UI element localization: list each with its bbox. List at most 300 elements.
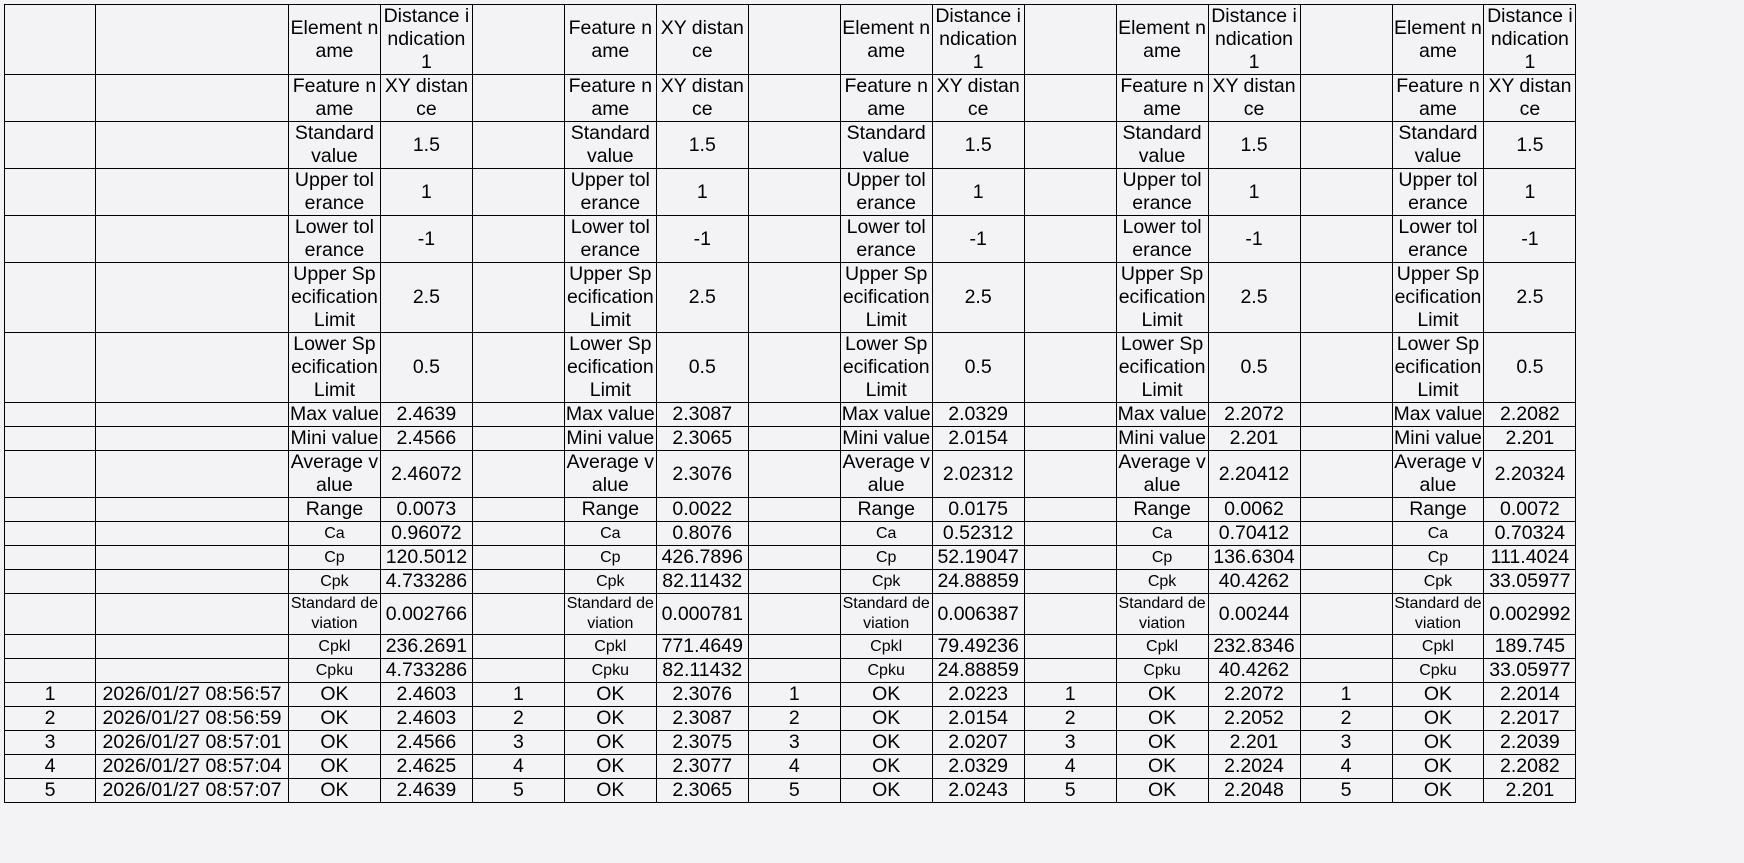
stat-value-cell[interactable]: -1 [932, 216, 1024, 263]
empty-cell[interactable] [472, 546, 564, 570]
stat-label-cell[interactable]: Element name [1392, 5, 1484, 75]
empty-cell[interactable] [96, 451, 289, 498]
stat-label-cell[interactable]: Standard value [289, 122, 381, 169]
empty-cell[interactable] [1024, 333, 1116, 403]
result-status-cell[interactable]: OK [564, 779, 656, 803]
stat-label-cell[interactable]: Upper Specification Limit [289, 263, 381, 333]
stat-label-cell[interactable]: Cp [1392, 546, 1484, 570]
empty-cell[interactable] [96, 594, 289, 635]
stat-label-cell[interactable]: Feature name [1116, 75, 1208, 122]
empty-cell[interactable] [1024, 546, 1116, 570]
stat-label-cell[interactable]: Max value [1393, 403, 1483, 425]
stat-label-cell[interactable]: Max value [565, 403, 655, 425]
stat-label-cell[interactable]: Lower tolerance [289, 216, 381, 263]
measured-value-cell[interactable]: 2.0243 [932, 779, 1024, 803]
stat-label-cell[interactable]: Ca [289, 522, 381, 546]
stat-label-cell[interactable]: Mini value [1392, 427, 1484, 451]
empty-cell[interactable] [748, 522, 840, 546]
measured-value-cell[interactable]: 2.2039 [1484, 731, 1576, 755]
stat-value-cell[interactable]: Distance indication 1 [1208, 5, 1300, 75]
stat-value-cell[interactable]: 1.5 [1208, 122, 1300, 169]
result-status-cell[interactable]: OK [840, 707, 932, 731]
stat-value-cell[interactable]: 1.5 [380, 122, 472, 169]
stat-value-cell[interactable]: 2.3076 [656, 451, 748, 498]
stat-value-cell[interactable]: 0.70412 [1208, 522, 1300, 546]
stat-value-cell[interactable]: XY distance [656, 5, 748, 75]
measured-value-cell[interactable]: 2.0207 [932, 731, 1024, 755]
row-number-cell[interactable]: 2 [1300, 707, 1392, 731]
row-number-cell[interactable]: 1 [1300, 683, 1392, 707]
row-number-cell[interactable]: 4 [5, 755, 96, 779]
result-status-cell[interactable]: OK [289, 779, 381, 803]
stat-value-cell[interactable]: 4.733286 [380, 570, 472, 594]
measured-value-cell[interactable]: 2.4603 [380, 683, 472, 707]
stat-value-cell[interactable]: 40.4262 [1208, 570, 1300, 594]
stat-value-cell[interactable]: 2.4566 [380, 427, 472, 451]
result-status-cell[interactable]: OK [1392, 707, 1484, 731]
stat-label-cell[interactable]: Mini value [564, 427, 656, 451]
row-number-cell[interactable]: 2 [748, 707, 840, 731]
empty-cell[interactable] [5, 333, 96, 403]
empty-cell[interactable] [5, 216, 96, 263]
empty-cell[interactable] [1300, 75, 1392, 122]
stat-label-cell[interactable]: Ca [840, 522, 932, 546]
stat-label-cell[interactable]: Upper Specification Limit [1392, 263, 1484, 333]
empty-cell[interactable] [96, 498, 289, 522]
empty-cell[interactable] [472, 498, 564, 522]
result-status-cell[interactable]: OK [1116, 707, 1208, 731]
timestamp-cell[interactable]: 2026/01/27 08:57:04 [96, 755, 289, 779]
stat-label-cell[interactable]: Standard deviation [840, 594, 932, 635]
stat-label-cell[interactable]: Upper tolerance [840, 169, 932, 216]
stat-label-cell[interactable]: Average value [1116, 451, 1208, 498]
stat-label-cell[interactable]: Cpku [564, 659, 656, 683]
stat-value-cell[interactable]: 79.49236 [932, 635, 1024, 659]
measured-value-cell[interactable]: 2.2024 [1208, 755, 1300, 779]
empty-cell[interactable] [748, 570, 840, 594]
measured-value-cell[interactable]: 2.4603 [380, 707, 472, 731]
stat-label-cell[interactable]: Element name [840, 5, 932, 75]
measured-value-cell[interactable]: 2.2082 [1484, 755, 1576, 779]
stat-value-cell[interactable]: XY distance [380, 75, 472, 122]
empty-cell[interactable] [1300, 216, 1392, 263]
empty-cell[interactable] [1024, 5, 1116, 75]
stat-label-cell[interactable]: Standard value [1116, 122, 1208, 169]
timestamp-cell[interactable]: 2026/01/27 08:56:57 [96, 683, 289, 707]
stat-label-cell[interactable]: Standard value [1392, 122, 1484, 169]
measured-value-cell[interactable]: 2.3065 [656, 779, 748, 803]
row-number-cell[interactable]: 2 [5, 707, 96, 731]
measured-value-cell[interactable]: 2.4625 [380, 755, 472, 779]
empty-cell[interactable] [1300, 546, 1392, 570]
stat-value-cell[interactable]: 24.88859 [932, 570, 1024, 594]
stat-value-cell[interactable]: 24.88859 [932, 659, 1024, 683]
stat-label-cell[interactable]: Range [1116, 498, 1208, 522]
row-number-cell[interactable]: 4 [472, 755, 564, 779]
row-number-cell[interactable]: 5 [5, 779, 96, 803]
empty-cell[interactable] [96, 659, 289, 683]
stat-value-cell[interactable]: XY distance [1208, 75, 1300, 122]
stat-label-cell[interactable]: Cp [1116, 546, 1208, 570]
stat-value-cell[interactable]: 0.002992 [1484, 594, 1576, 635]
stat-label-cell[interactable]: Cpk [564, 570, 656, 594]
row-number-cell[interactable]: 5 [1024, 779, 1116, 803]
row-number-cell[interactable]: 1 [1024, 683, 1116, 707]
empty-cell[interactable] [1300, 169, 1392, 216]
empty-cell[interactable] [5, 570, 96, 594]
result-status-cell[interactable]: OK [840, 755, 932, 779]
stat-label-cell[interactable]: Cpkl [289, 635, 381, 659]
empty-cell[interactable] [5, 594, 96, 635]
empty-cell[interactable] [5, 546, 96, 570]
stat-value-cell[interactable]: 2.20412 [1208, 451, 1300, 498]
stat-value-cell[interactable]: 771.4649 [656, 635, 748, 659]
stat-value-cell[interactable]: 2.4639 [380, 403, 472, 427]
stat-value-cell[interactable]: 33.05977 [1484, 570, 1576, 594]
empty-cell[interactable] [1024, 75, 1116, 122]
stat-value-cell[interactable]: 0.5 [1208, 333, 1300, 403]
result-status-cell[interactable]: OK [564, 707, 656, 731]
stat-value-cell[interactable]: 0.8076 [656, 522, 748, 546]
stat-value-cell[interactable]: 0.96072 [380, 522, 472, 546]
measured-value-cell[interactable]: 2.0223 [932, 683, 1024, 707]
empty-cell[interactable] [5, 427, 96, 451]
stat-label-cell[interactable]: Mini value [1116, 427, 1208, 451]
row-number-cell[interactable]: 3 [1300, 731, 1392, 755]
stat-label-cell[interactable]: Average value [564, 451, 656, 498]
stat-label-cell[interactable]: Lower Specification Limit [840, 333, 932, 403]
stat-label-cell[interactable]: Average value [840, 451, 932, 498]
stat-value-cell[interactable]: 2.2082 [1484, 403, 1576, 427]
empty-cell[interactable] [5, 498, 96, 522]
row-number-cell[interactable]: 2 [472, 707, 564, 731]
measured-value-cell[interactable]: 2.2052 [1208, 707, 1300, 731]
result-status-cell[interactable]: OK [1116, 683, 1208, 707]
empty-cell[interactable] [96, 546, 289, 570]
stat-value-cell[interactable]: 40.4262 [1208, 659, 1300, 683]
stat-value-cell[interactable]: Distance indication 1 [1484, 5, 1576, 75]
empty-cell[interactable] [748, 546, 840, 570]
measured-value-cell[interactable]: 2.2014 [1484, 683, 1576, 707]
stat-value-cell[interactable]: 0.0175 [932, 498, 1024, 522]
row-number-cell[interactable]: 5 [1300, 779, 1392, 803]
empty-cell[interactable] [1300, 635, 1392, 659]
stat-value-cell[interactable]: 2.3065 [656, 427, 748, 451]
empty-cell[interactable] [472, 522, 564, 546]
empty-cell[interactable] [472, 403, 564, 427]
stat-label-cell[interactable]: Range [289, 498, 381, 522]
result-status-cell[interactable]: OK [289, 731, 381, 755]
empty-cell[interactable] [96, 122, 289, 169]
stat-label-cell[interactable]: Feature name [564, 75, 656, 122]
stat-value-cell[interactable]: 82.11432 [656, 659, 748, 683]
stat-label-cell[interactable]: Lower tolerance [564, 216, 656, 263]
stat-label-cell[interactable]: Range [1392, 498, 1484, 522]
row-number-cell[interactable]: 1 [472, 683, 564, 707]
stat-value-cell[interactable]: 0.52312 [932, 522, 1024, 546]
stat-value-cell[interactable]: -1 [380, 216, 472, 263]
stat-value-cell[interactable]: 2.5 [656, 263, 748, 333]
stat-label-cell[interactable]: Range [840, 498, 932, 522]
empty-cell[interactable] [748, 169, 840, 216]
stat-label-cell[interactable]: Standard value [840, 122, 932, 169]
empty-cell[interactable] [748, 659, 840, 683]
empty-cell[interactable] [5, 75, 96, 122]
measured-value-cell[interactable]: 2.3076 [656, 683, 748, 707]
result-status-cell[interactable]: OK [1392, 779, 1484, 803]
measured-value-cell[interactable]: 2.0329 [932, 755, 1024, 779]
stat-label-cell[interactable]: Mini value [840, 427, 932, 451]
stat-value-cell[interactable]: 2.0154 [932, 427, 1024, 451]
stat-value-cell[interactable]: 0.5 [932, 333, 1024, 403]
stat-label-cell[interactable]: Feature name [289, 75, 381, 122]
empty-cell[interactable] [748, 451, 840, 498]
empty-cell[interactable] [5, 169, 96, 216]
empty-cell[interactable] [472, 659, 564, 683]
stat-label-cell[interactable]: Cpkl [1116, 635, 1208, 659]
result-status-cell[interactable]: OK [1392, 683, 1484, 707]
empty-cell[interactable] [5, 122, 96, 169]
stat-label-cell[interactable]: Lower tolerance [1116, 216, 1208, 263]
empty-cell[interactable] [472, 635, 564, 659]
stat-label-cell[interactable]: Cp [564, 546, 656, 570]
empty-cell[interactable] [748, 216, 840, 263]
result-status-cell[interactable]: OK [289, 755, 381, 779]
stat-value-cell[interactable]: 1.5 [932, 122, 1024, 169]
result-status-cell[interactable]: OK [1116, 731, 1208, 755]
measured-value-cell[interactable]: 2.2048 [1208, 779, 1300, 803]
empty-cell[interactable] [1024, 169, 1116, 216]
stat-value-cell[interactable]: Distance indication 1 [380, 5, 472, 75]
stat-value-cell[interactable]: 2.3087 [656, 403, 748, 427]
empty-cell[interactable] [96, 5, 289, 75]
stat-label-cell[interactable]: Average value [289, 451, 381, 498]
result-status-cell[interactable]: OK [564, 683, 656, 707]
stat-label-cell[interactable]: Max value [290, 403, 379, 425]
result-status-cell[interactable]: OK [289, 707, 381, 731]
row-number-cell[interactable]: 5 [472, 779, 564, 803]
stat-value-cell[interactable]: 236.2691 [380, 635, 472, 659]
stat-label-cell[interactable]: Upper tolerance [1116, 169, 1208, 216]
stat-value-cell[interactable]: 1 [656, 169, 748, 216]
stat-value-cell[interactable]: 0.70324 [1484, 522, 1576, 546]
stat-value-cell[interactable]: XY distance [656, 75, 748, 122]
empty-cell[interactable] [1300, 570, 1392, 594]
empty-cell[interactable] [1024, 216, 1116, 263]
stat-label-cell[interactable]: Lower Specification Limit [1116, 333, 1208, 403]
empty-cell[interactable] [1300, 498, 1392, 522]
stat-value-cell[interactable]: 2.02312 [932, 451, 1024, 498]
stat-value-cell[interactable]: 2.0329 [932, 403, 1024, 427]
empty-cell[interactable] [96, 403, 289, 427]
stat-value-cell[interactable]: XY distance [932, 75, 1024, 122]
stat-label-cell[interactable]: Ca [564, 522, 656, 546]
empty-cell[interactable] [472, 263, 564, 333]
empty-cell[interactable] [748, 122, 840, 169]
measured-value-cell[interactable]: 2.201 [1208, 731, 1300, 755]
result-status-cell[interactable]: OK [1392, 731, 1484, 755]
stat-label-cell[interactable]: Cpk [1116, 570, 1208, 594]
stat-label-cell[interactable]: Average value [1392, 451, 1484, 498]
row-number-cell[interactable]: 4 [748, 755, 840, 779]
empty-cell[interactable] [1024, 403, 1116, 427]
stat-value-cell[interactable]: XY distance [1484, 75, 1576, 122]
stat-value-cell[interactable]: 2.201 [1208, 427, 1300, 451]
row-number-cell[interactable]: 4 [1300, 755, 1392, 779]
empty-cell[interactable] [1300, 5, 1392, 75]
empty-cell[interactable] [96, 263, 289, 333]
stat-label-cell[interactable]: Standard deviation [1392, 594, 1484, 635]
row-number-cell[interactable]: 3 [1024, 731, 1116, 755]
empty-cell[interactable] [1024, 122, 1116, 169]
measured-value-cell[interactable]: 2.3077 [656, 755, 748, 779]
stat-value-cell[interactable]: 0.5 [656, 333, 748, 403]
empty-cell[interactable] [748, 75, 840, 122]
stat-value-cell[interactable]: 1 [932, 169, 1024, 216]
stat-value-cell[interactable]: -1 [1208, 216, 1300, 263]
result-status-cell[interactable]: OK [1116, 779, 1208, 803]
empty-cell[interactable] [96, 522, 289, 546]
stat-value-cell[interactable]: 232.8346 [1208, 635, 1300, 659]
stat-label-cell[interactable]: Cpkl [564, 635, 656, 659]
stat-value-cell[interactable]: 52.19047 [932, 546, 1024, 570]
result-status-cell[interactable]: OK [1392, 755, 1484, 779]
row-number-cell[interactable]: 5 [748, 779, 840, 803]
empty-cell[interactable] [5, 659, 96, 683]
stat-value-cell[interactable]: 0.00244 [1208, 594, 1300, 635]
stat-label-cell[interactable]: Lower Specification Limit [289, 333, 381, 403]
stat-label-cell[interactable]: Range [564, 498, 656, 522]
empty-cell[interactable] [472, 122, 564, 169]
empty-cell[interactable] [748, 263, 840, 333]
empty-cell[interactable] [1024, 570, 1116, 594]
row-number-cell[interactable]: 3 [748, 731, 840, 755]
measured-value-cell[interactable]: 2.201 [1484, 779, 1576, 803]
empty-cell[interactable] [1024, 659, 1116, 683]
stat-value-cell[interactable]: 120.5012 [380, 546, 472, 570]
stat-value-cell[interactable]: 0.002766 [380, 594, 472, 635]
measured-value-cell[interactable]: 2.3087 [656, 707, 748, 731]
empty-cell[interactable] [748, 403, 840, 427]
stat-label-cell[interactable]: Standard deviation [564, 594, 656, 635]
result-status-cell[interactable]: OK [840, 731, 932, 755]
stat-label-cell[interactable]: Max value [1117, 403, 1207, 425]
empty-cell[interactable] [748, 5, 840, 75]
empty-cell[interactable] [1024, 635, 1116, 659]
timestamp-cell[interactable]: 2026/01/27 08:57:01 [96, 731, 289, 755]
stat-value-cell[interactable]: 2.2072 [1208, 403, 1300, 427]
measured-value-cell[interactable]: 2.4639 [380, 779, 472, 803]
empty-cell[interactable] [472, 451, 564, 498]
stat-label-cell[interactable]: Cp [289, 546, 381, 570]
empty-cell[interactable] [5, 403, 96, 427]
timestamp-cell[interactable]: 2026/01/27 08:56:59 [96, 707, 289, 731]
stat-label-cell[interactable]: Cpk [289, 570, 381, 594]
empty-cell[interactable] [1300, 122, 1392, 169]
stat-value-cell[interactable]: Distance indication 1 [932, 5, 1024, 75]
empty-cell[interactable] [748, 498, 840, 522]
stat-label-cell[interactable]: Ca [1392, 522, 1484, 546]
stat-label-cell[interactable]: Upper tolerance [1392, 169, 1484, 216]
empty-cell[interactable] [1024, 498, 1116, 522]
result-status-cell[interactable]: OK [564, 755, 656, 779]
stat-value-cell[interactable]: -1 [656, 216, 748, 263]
stat-value-cell[interactable]: 0.0022 [656, 498, 748, 522]
stat-label-cell[interactable]: Cpkl [1392, 635, 1484, 659]
stat-value-cell[interactable]: 111.4024 [1484, 546, 1576, 570]
stat-label-cell[interactable]: Lower Specification Limit [1392, 333, 1484, 403]
stat-value-cell[interactable]: 0.0062 [1208, 498, 1300, 522]
stat-label-cell[interactable]: Standard deviation [289, 594, 381, 635]
stat-label-cell[interactable]: Cpk [1392, 570, 1484, 594]
result-status-cell[interactable]: OK [289, 683, 381, 707]
empty-cell[interactable] [5, 522, 96, 546]
empty-cell[interactable] [5, 263, 96, 333]
stat-value-cell[interactable]: 33.05977 [1484, 659, 1576, 683]
stat-label-cell[interactable]: Upper Specification Limit [840, 263, 932, 333]
empty-cell[interactable] [96, 635, 289, 659]
empty-cell[interactable] [1024, 263, 1116, 333]
stat-label-cell[interactable]: Cp [840, 546, 932, 570]
stat-label-cell[interactable]: Lower tolerance [840, 216, 932, 263]
empty-cell[interactable] [472, 594, 564, 635]
stat-label-cell[interactable]: Cpkl [840, 635, 932, 659]
stat-label-cell[interactable]: Element name [289, 5, 381, 75]
stat-value-cell[interactable]: 136.6304 [1208, 546, 1300, 570]
stat-value-cell[interactable]: 1 [380, 169, 472, 216]
stat-value-cell[interactable]: 4.733286 [380, 659, 472, 683]
stat-value-cell[interactable]: 2.46072 [380, 451, 472, 498]
stat-value-cell[interactable]: 1 [1484, 169, 1576, 216]
stat-label-cell[interactable]: Standard deviation [1116, 594, 1208, 635]
stat-value-cell[interactable]: 0.5 [380, 333, 472, 403]
stat-value-cell[interactable]: 0.000781 [656, 594, 748, 635]
stat-label-cell[interactable]: Mini value [289, 427, 381, 451]
stat-value-cell[interactable]: -1 [1484, 216, 1576, 263]
measured-value-cell[interactable]: 2.2017 [1484, 707, 1576, 731]
empty-cell[interactable] [472, 570, 564, 594]
stat-label-cell[interactable]: Upper tolerance [289, 169, 381, 216]
row-number-cell[interactable]: 3 [472, 731, 564, 755]
empty-cell[interactable] [5, 635, 96, 659]
stat-label-cell[interactable]: Cpku [289, 659, 381, 683]
stat-label-cell[interactable]: Upper Specification Limit [1116, 263, 1208, 333]
result-status-cell[interactable]: OK [1116, 755, 1208, 779]
stat-value-cell[interactable]: 1.5 [656, 122, 748, 169]
stat-value-cell[interactable]: 1.5 [1484, 122, 1576, 169]
stat-value-cell[interactable]: 2.20324 [1484, 451, 1576, 498]
stat-label-cell[interactable]: Upper Specification Limit [564, 263, 656, 333]
empty-cell[interactable] [1300, 263, 1392, 333]
stat-label-cell[interactable]: Cpk [840, 570, 932, 594]
stat-value-cell[interactable]: 189.745 [1484, 635, 1576, 659]
measured-value-cell[interactable]: 2.0154 [932, 707, 1024, 731]
stat-value-cell[interactable]: 0.006387 [932, 594, 1024, 635]
empty-cell[interactable] [1300, 659, 1392, 683]
empty-cell[interactable] [96, 333, 289, 403]
empty-cell[interactable] [1300, 594, 1392, 635]
empty-cell[interactable] [96, 427, 289, 451]
stat-value-cell[interactable]: 2.5 [1484, 263, 1576, 333]
empty-cell[interactable] [1300, 522, 1392, 546]
stat-label-cell[interactable]: Element name [1116, 5, 1208, 75]
empty-cell[interactable] [472, 75, 564, 122]
empty-cell[interactable] [96, 216, 289, 263]
row-number-cell[interactable]: 1 [5, 683, 96, 707]
empty-cell[interactable] [748, 427, 840, 451]
stat-label-cell[interactable]: Standard value [564, 122, 656, 169]
empty-cell[interactable] [96, 570, 289, 594]
